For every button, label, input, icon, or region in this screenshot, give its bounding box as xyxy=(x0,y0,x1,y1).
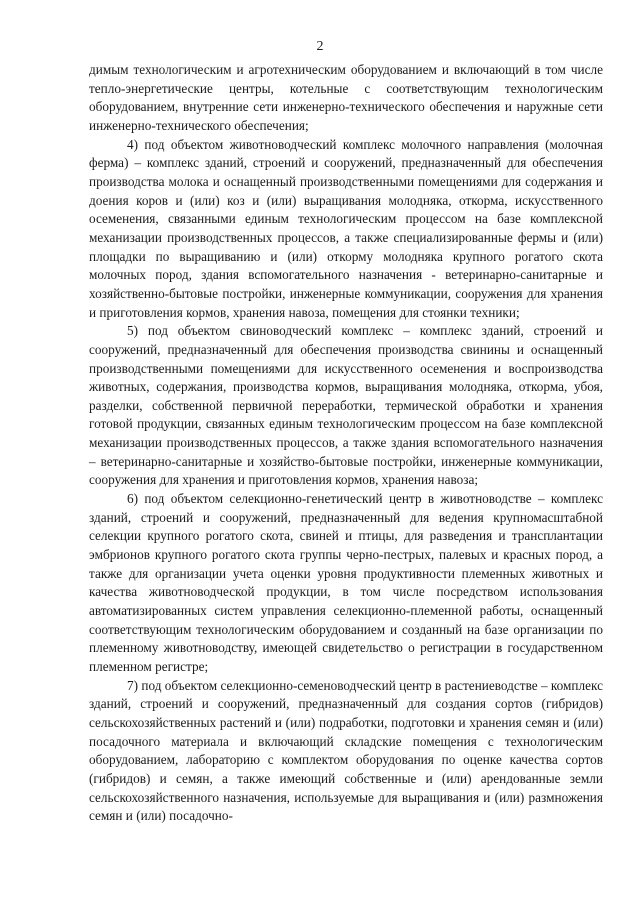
paragraph-item-6: 6) под объектом селекционно-генетический центр в животноводстве – комплекс зданий, строений и сооружений, предназначенный для ведения крупномасштабной селекции крупного рогатого скота, свиней и птицы, для разведения и трансплантации эмбрионов крупного рогатого скота группы черно-пестрых, палевых и красных пород, а также для организации учета оценки уровня продуктивности племенных животных и качества животноводческой продукции, в том числе посредством использования автоматизированных систем управления селекционно-племенной работы, оснащенный соответствующим технологическим оборудованием и созданный на базе организации по племенному животноводству, имеющей свидетельство о регистрации в государственном племенном регистре; xyxy=(89,491,603,674)
page-number: 2 xyxy=(316,39,324,54)
paragraph-item-4: 4) под объектом животноводческий комплекс молочного направления (молочная ферма) – комплекс зданий, строений и сооружений, предназначенный для обеспечения производства молока и оснащенный производственными помещениями для содержания и доения коров и (или) коз и (или) выращивания молодняка, откорма, искусственного осеменения, связанными единым технологическим процессом на базе комплексной механизации производственных процессов, а также специализированные фермы и (или) площадки по выращиванию и (или) откорму молодняка крупного рогатого скота молочных пород, здания вспомогательного назначения - ветеринарно-санитарные и хозяйственно-бытовые постройки, инженерные коммуникации, сооружения для хранения и приготовления кормов, хранения навоза, помещения для стоянки техники; xyxy=(89,136,603,320)
paragraph-continuation: димым технологическим и агротехническим оборудованием и включающий в том числе тепло-энергетические центры, котельные с соответствующим технологическим оборудованием, внутренние сети инженерно-технического обеспечения и наружные сети инженерно-технического обеспечения; xyxy=(89,62,603,133)
paragraph-item-7: 7) под объектом селекционно-семеноводческий центр в растениеводстве – комплекс зданий, строений и сооружений, предназначенный для создания сортов (гибридов) сельскохозяйственных растений и (или) подработки, подготовки и хранения семян и (или) посадочного материала и включающий складские помещения с технологическим оборудованием, лабораторию с комплектом оборудования по оценке качества сортов (гибридов) и семян, а также имеющий собственные и (или) арендованные земли сельскохозяйственного назначения, используемые для выращивания и (или) размножения семян и (или) посадочно- xyxy=(89,677,603,824)
document-body xyxy=(89,61,603,826)
paragraph-item-5: 5) под объектом свиноводческий комплекс – комплекс зданий, строений и сооружений, предназначенный для обеспечения производства свинины и оснащенный производственными помещениями для искусственного осеменения и воспроизводства животных, содержания, производства кормов, выращивания молодняка, откорма, убоя, разделки, собственной первичной переработки, термической обработки и хранения готовой продукции, связанных единым технологическим процессом на базе комплексной механизации производственных процессов, а также здания вспомогательного назначения – ветеринарно-санитарные и хозяйство-бытовые постройки, инженерные коммуникации, сооружения для хранения и приготовления кормов, хранения навоза; xyxy=(89,323,603,488)
